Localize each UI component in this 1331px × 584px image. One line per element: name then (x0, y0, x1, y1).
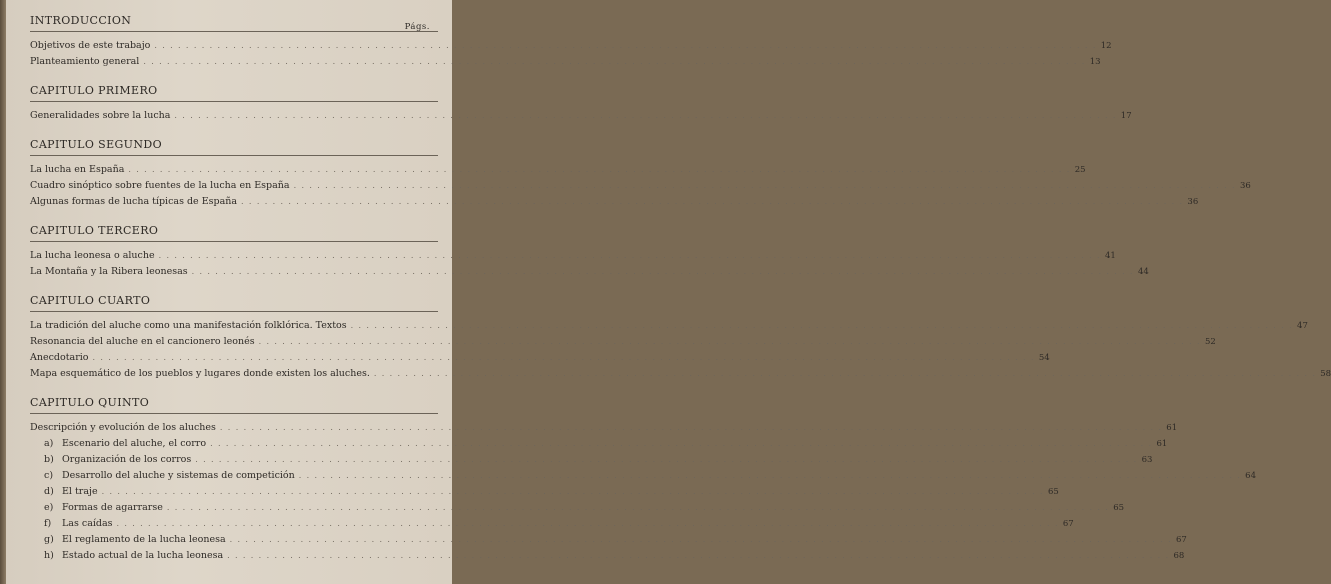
entry-text: Estado actual de la lucha leonesa (62, 550, 224, 561)
page-number: 68 (1173, 551, 1185, 561)
toc-entry (30, 318, 1308, 334)
page-number: 36 (1239, 181, 1251, 191)
dot-leader: . . . . . . . . . . . . . . . . . . . . . . . . . . . . . . . . . . . . . . . . . . . . . . . . . . . . . . . . . . . . . . . . . . . . . . . . . . . . . . . . . . . . . . . . . . . . . . . . . . . . . . . . . . . . . . . . . . . . . . . . (241, 197, 1184, 206)
entry-label (44, 436, 206, 451)
entry-letter: c) (44, 470, 54, 481)
dot-leader: . . . . . . . . . . . . . . . . . . . . . . . . . . . . . . . . . . . . . . . . . . . . . . . . . . . . . . . . . . . . . . . . . . . . . . . . . . . . . . . . . . . . . . . . . . . . . . . . . . . . . . . . . . . . . . . . . . . . . . . . (227, 551, 1170, 560)
toc-subentry (30, 468, 1256, 484)
dot-leader: . . . . . . . . . . . . . . . . . . . . . . . . . . . . . . . . . . . . . . . . . . . . . . . . . . . . . . . . . . . . . . . . . . . . . . . . . . . . . . . . . . . . . . . . . . . . . . . . . . . . . . . . . . . . . . . . . . . . . . . . (191, 267, 1134, 276)
page-number: 61 (1166, 423, 1178, 433)
toc-entry (30, 420, 1178, 436)
page-number: 25 (1074, 165, 1086, 175)
chapter-heading: CAPITULO QUINTO (30, 396, 438, 414)
dot-leader: . . . . . . . . . . . . . . . . . . . . . . . . . . . . . . . . . . . . . . . . . . . . . . . . . . . . . . . . . . . . . . . . . . . . . . . . . . . . . . . . . . . . . . . . . . . . . . . . . . . . . . . . . . . . . . . . . . . . . . . . (166, 503, 1110, 512)
entry-label (30, 108, 170, 123)
page-number: 65 (1047, 487, 1059, 497)
entry-label (44, 484, 98, 499)
pages-column-header: Págs. (404, 22, 430, 32)
entry-text: Planteamiento general (30, 56, 140, 67)
toc-section (30, 14, 1112, 70)
dot-leader: . . . . . . . . . . . . . . . . . . . . . . . . . . . . . . . . . . . . . . . . . . . . . . . . . . . . . . . . . . . . . . . . . . . . . . . . . . . . . . . . . . . . . . . . . . . . . . . . . . . . . . . . . . . . . . . . . . . . . . . . (128, 165, 1071, 174)
entry-label (30, 318, 347, 333)
entry-label (30, 366, 370, 381)
dot-leader: . . . . . . . . . . . . . . . . . . . . . . . . . . . . . . . . . . . . . . . . . . . . . . . . . . . . . . . . . . . . . . . . . . . . . . . . . . . . . . . . . . . . . . . . . . . . . . . . . . . . . . . . . . . . . . . . . . . . . . . . (298, 471, 1242, 480)
dot-leader: . . . . . . . . . . . . . . . . . . . . . . . . . . . . . . . . . . . . . . . . . . . . . . . . . . . . . . . . . . . . . . . . . . . . . . . . . . . . . . . . . . . . . . . . . . . . . . . . . . . . . . . . . . . . . . . . . . . . . . . . (258, 337, 1201, 346)
dot-leader: . . . . . . . . . . . . . . . . . . . . . . . . . . . . . . . . . . . . . . . . . . . . . . . . . . . . . . . . . . . . . . . . . . . . . . . . . . . . . . . . . . . . . . . . . . . . . . . . . . . . . . . . . . . . . . . . . . . . . . . . (92, 353, 1035, 362)
chapter-heading: INTRODUCCION (30, 14, 438, 32)
dot-leader: . . . . . . . . . . . . . . . . . . . . . . . . . . . . . . . . . . . . . . . . . . . . . . . . . . . . . . . . . . . . . . . . . . . . . . . . . . . . . . . . . . . . . . . . . . . . . . . . . . . . . . . . . . . . . . . . . . . . . . . . (116, 519, 1059, 528)
dot-leader: . . . . . . . . . . . . . . . . . . . . . . . . . . . . . . . . . . . . . . . . . . . . . . . . . . . . . . . . . . . . . . . . . . . . . . . . . . . . . . . . . . . . . . . . . . . . . . . . . . . . . . . . . . . . . . . . . . . . . . . . (154, 41, 1097, 50)
entry-text: Las caídas (62, 518, 113, 529)
entry-label (44, 468, 295, 483)
page-number: 41 (1104, 251, 1116, 261)
entry-text: Organización de los corros (62, 454, 192, 465)
entry-letter: d) (44, 486, 54, 497)
entry-label (30, 178, 290, 193)
page-number: 36 (1187, 197, 1199, 207)
entry-label (30, 350, 89, 365)
entry-text: Objetivos de este trabajo (30, 40, 151, 51)
toc-section (30, 84, 1132, 124)
page-number: 13 (1089, 57, 1101, 67)
toc-subentry (30, 500, 1125, 516)
toc-entry (30, 334, 1216, 350)
entry-label (30, 54, 139, 69)
dot-leader: . . . . . . . . . . . . . . . . . . . . . . . . . . . . . . . . . . . . . . . . . . . . . . . . . . . . . . . . . . . . . . . . . . . . . . . . . . . . . . . . . . . . . . . . . . . . . . . . . . . . . . . . . . . . . . . . . . . . . . . . (229, 535, 1173, 544)
page-number: 67 (1176, 535, 1187, 545)
page-number: 65 (1113, 503, 1125, 513)
entry-label (30, 194, 237, 209)
entry-text: Resonancia del aluche en el cancionero leonés (30, 336, 255, 347)
table-of-contents (30, 14, 1331, 578)
book-page (6, 0, 1331, 584)
page-number: 52 (1205, 337, 1216, 347)
toc-subentry (30, 484, 1059, 500)
entry-letter: e) (44, 502, 54, 513)
dot-leader: . . . . . . . . . . . . . . . . . . . . . . . . . . . . . . . . . . . . . . . . . . . . . . . . . . . . . . . . . . . . . . . . . . . . . . . . . . . . . . . . . . . . . . . . . . . . . . . . . . . . . . . . . . . . . . . . . . . . . . . . (350, 321, 1294, 330)
page-number: 54 (1038, 353, 1050, 363)
entry-label (44, 548, 223, 563)
toc-section (30, 396, 1256, 564)
toc-entry (30, 178, 1251, 194)
chapter-heading: CAPITULO PRIMERO (30, 84, 438, 102)
entry-text: Anecdotario (30, 352, 89, 363)
entry-label (30, 264, 188, 279)
dot-leader: . . . . . . . . . . . . . . . . . . . . . . . . . . . . . . . . . . . . . . . . . . . . . . . . . . . . . . . . . . . . . . . . . . . . . . . . . . . . . . . . . . . . . . . . . . . . . . . . . . . . . . . . . . . . . . . . . . . . . . . . (174, 111, 1117, 120)
toc-entry (30, 248, 1116, 264)
toc-entry (30, 38, 1112, 54)
entry-letter: a) (44, 438, 54, 449)
entry-text: Descripción y evolución de los aluches (30, 422, 216, 433)
entry-text: Cuadro sinóptico sobre fuentes de la lucha en España (30, 180, 290, 191)
entry-label (30, 248, 155, 263)
toc-entry (30, 108, 1132, 124)
toc-entry (30, 366, 1331, 382)
page-number: 44 (1137, 267, 1149, 277)
chapter-heading: CAPITULO CUARTO (30, 294, 438, 312)
toc-entry (30, 54, 1101, 70)
page-number: 58 (1320, 369, 1331, 379)
page-number: 47 (1297, 321, 1308, 331)
dot-leader: . . . . . . . . . . . . . . . . . . . . . . . . . . . . . . . . . . . . . . . . . . . . . . . . . . . . . . . . . . . . . . . . . . . . . . . . . . . . . . . . . . . . . . . . . . . . . . . . . . . . . . . . . . . . . . . . . . . . . . . . (158, 251, 1101, 260)
entry-text: La lucha en España (30, 164, 125, 175)
toc-subentry (30, 516, 1074, 532)
toc-entry (30, 194, 1199, 210)
dot-leader: . . . . . . . . . . . . . . . . . . . . . . . . . . . . . . . . . . . . . . . . . . . . . . . . . . . . . . . . . . . . . . . . . . . . . . . . . . . . . . . . . . . . . . . . . . . . . . . . . . . . . . . . . . . . . . . . . . . . . . . . (293, 181, 1236, 190)
entry-label (44, 500, 163, 515)
toc-subentry (30, 436, 1168, 452)
entry-label (30, 162, 124, 177)
entry-text: Formas de agarrarse (62, 502, 163, 513)
entry-letter: h) (44, 550, 54, 561)
entry-text: Escenario del aluche, el corro (62, 438, 207, 449)
entry-text: El reglamento de la lucha leonesa (62, 534, 226, 545)
entry-letter: f) (44, 518, 52, 529)
entry-letter: g) (44, 534, 54, 545)
toc-entry (30, 162, 1086, 178)
entry-text: La tradición del aluche como una manifestación folklórica. Textos (30, 320, 347, 331)
page-number: 63 (1141, 455, 1153, 465)
dot-leader: . . . . . . . . . . . . . . . . . . . . . . . . . . . . . . . . . . . . . . . . . . . . . . . . . . . . . . . . . . . . . . . . . . . . . . . . . . . . . . . . . . . . . . . . . . . . . . . . . . . . . . . . . . . . . . . . . . . . . . . . (373, 369, 1317, 378)
chapter-heading: CAPITULO TERCERO (30, 224, 438, 242)
toc-section (30, 224, 1149, 280)
chapter-heading: CAPITULO SEGUNDO (30, 138, 438, 156)
entry-text: Generalidades sobre la lucha (30, 110, 171, 121)
page-number: 67 (1062, 519, 1074, 529)
entry-text: La Montaña y la Ribera leonesas (30, 266, 188, 277)
toc-entry (30, 350, 1050, 366)
toc-subentry (30, 452, 1153, 468)
dot-leader: . . . . . . . . . . . . . . . . . . . . . . . . . . . . . . . . . . . . . . . . . . . . . . . . . . . . . . . . . . . . . . . . . . . . . . . . . . . . . . . . . . . . . . . . . . . . . . . . . . . . . . . . . . . . . . . . . . . . . . . . (195, 455, 1138, 464)
entry-label (30, 38, 150, 53)
page-number: 64 (1245, 471, 1256, 481)
toc-section (30, 294, 1331, 382)
toc-subentry (30, 532, 1187, 548)
entry-label (30, 420, 216, 435)
entry-text: Desarrollo del aluche y sistemas de competición (62, 470, 295, 481)
entry-text: El traje (62, 486, 98, 497)
entry-text: Algunas formas de lucha típicas de España (30, 196, 238, 207)
dot-leader: . . . . . . . . . . . . . . . . . . . . . . . . . . . . . . . . . . . . . . . . . . . . . . . . . . . . . . . . . . . . . . . . . . . . . . . . . . . . . . . . . . . . . . . . . . . . . . . . . . . . . . . . . . . . . . . . . . . . . . . . (143, 57, 1086, 66)
toc-section (30, 138, 1251, 210)
dot-leader: . . . . . . . . . . . . . . . . . . . . . . . . . . . . . . . . . . . . . . . . . . . . . . . . . . . . . . . . . . . . . . . . . . . . . . . . . . . . . . . . . . . . . . . . . . . . . . . . . . . . . . . . . . . . . . . . . . . . . . . . (210, 439, 1153, 448)
dot-leader: . . . . . . . . . . . . . . . . . . . . . . . . . . . . . . . . . . . . . . . . . . . . . . . . . . . . . . . . . . . . . . . . . . . . . . . . . . . . . . . . . . . . . . . . . . . . . . . . . . . . . . . . . . . . . . . . . . . . . . . . (219, 423, 1163, 432)
entry-letter: b) (44, 454, 54, 465)
page-number: 12 (1100, 41, 1112, 51)
entry-label (30, 334, 255, 349)
page-number: 61 (1156, 439, 1168, 449)
toc-entry (30, 264, 1149, 280)
entry-text: Mapa esquemático de los pueblos y lugares donde existen los aluches. (30, 368, 370, 379)
page-number: 17 (1120, 111, 1132, 121)
entry-label (44, 532, 226, 547)
entry-label (44, 516, 113, 531)
toc-subentry (30, 548, 1185, 564)
entry-text: La lucha leonesa o aluche (30, 250, 155, 261)
entry-label (44, 452, 191, 467)
dot-leader: . . . . . . . . . . . . . . . . . . . . . . . . . . . . . . . . . . . . . . . . . . . . . . . . . . . . . . . . . . . . . . . . . . . . . . . . . . . . . . . . . . . . . . . . . . . . . . . . . . . . . . . . . . . . . . . . . . . . . . . . (101, 487, 1044, 496)
